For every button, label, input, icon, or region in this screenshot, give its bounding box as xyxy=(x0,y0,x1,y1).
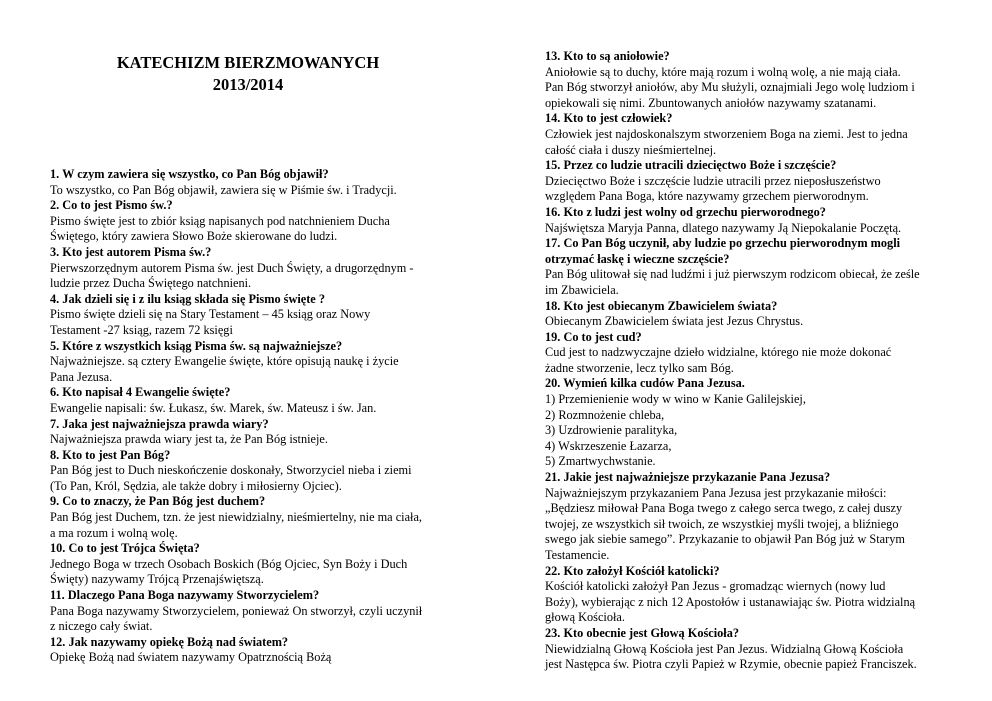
question-line: 13. Kto to są aniołowie? xyxy=(545,49,670,63)
document-title-line-2: 2013/2014 xyxy=(212,75,284,94)
answer xyxy=(50,354,450,385)
answer-line: ludzie przez Ducha Świętego natchnieni. xyxy=(50,276,252,291)
answer-line: Pana Jezusa. xyxy=(50,369,113,384)
answer-line: Cud jest to nadzwyczajne dzieło widzialne, którego nie może dokonać xyxy=(545,345,892,360)
answer-line: Jednego Boga w trzech Osobach Boskich (Bóg Ojciec, Syn Boży i Duch xyxy=(50,556,408,571)
question-line: 6. Kto napisał 4 Ewangelie święte? xyxy=(50,385,231,400)
question-line: 2. Co to jest Pismo św.? xyxy=(50,198,173,213)
catechism-item xyxy=(545,470,945,564)
answer-line: Pan Bóg jest Duchem, tzn. że jest niewidzialny, nieśmiertelny, nie ma ciała, xyxy=(50,510,422,525)
question-line: 19. Co to jest cud? xyxy=(545,329,642,344)
question xyxy=(545,49,945,65)
question-line: 1. W czym zawiera się wszystko, co Pan Bóg objawił? xyxy=(50,167,329,181)
catechism-item xyxy=(545,158,945,205)
answer xyxy=(545,314,945,330)
answer-line: 3) Uzdrowienie paralityka, xyxy=(545,423,678,438)
answer xyxy=(50,261,450,292)
question-line: 18. Kto jest obiecanym Zbawicielem świata? xyxy=(545,298,778,313)
answer-line: swego jak siebie samego”. Przykazanie to objawił Pan Bóg już w Starym xyxy=(545,532,905,547)
answer-line: Człowiek jest najdoskonalszym stworzeniem Boga na ziemi. Jest to jedna xyxy=(545,126,908,141)
question-line: 5. Które z wszystkich ksiąg Pisma św. są najważniejsze? xyxy=(50,338,343,353)
catechism-item xyxy=(545,376,945,470)
catechism-item xyxy=(50,198,450,245)
question-line: 23. Kto obecnie jest Głową Kościoła? xyxy=(545,625,739,640)
question xyxy=(545,564,945,580)
document-title-line-1: KATECHIZM BIERZMOWANYCH xyxy=(116,53,380,72)
catechism-item xyxy=(545,111,945,158)
answer-line: Testament -27 ksiąg, razem 72 księgi xyxy=(50,322,233,337)
question xyxy=(545,111,945,127)
document-title xyxy=(48,52,448,96)
question xyxy=(545,236,945,267)
question xyxy=(545,158,945,174)
answer-line: Opiekę Bożą nad światem nazywamy Opatrznością Bożą xyxy=(50,650,332,665)
answer-line: Pierwszorzędnym autorem Pisma św. jest Duch Święty, a drugorzędnym - xyxy=(50,260,414,275)
answer-line: Obiecanym Zbawicielem świata jest Jezus Chrystus. xyxy=(545,314,804,329)
answer-line: twojej, ze wszystkich sił twoich, ze wszystkiej myśli twojej, a bliźniego xyxy=(545,516,899,531)
question xyxy=(50,541,450,557)
answer xyxy=(545,579,945,626)
answer-line: a ma rozum i wolną wolę. xyxy=(50,525,178,540)
answer-line: Aniołowie są to duchy, które mają rozum i wolną wolę, a nie mają ciała. xyxy=(545,64,901,79)
question xyxy=(50,198,450,214)
catechism-item xyxy=(50,385,450,416)
question xyxy=(50,385,450,401)
answer xyxy=(545,267,945,298)
answer xyxy=(545,345,945,376)
catechism-item xyxy=(545,564,945,626)
answer xyxy=(50,214,450,245)
question xyxy=(545,299,945,315)
answer-line: względem Pana Boga, które nazywamy grzechem pierworodnym. xyxy=(545,189,869,204)
answer xyxy=(545,127,945,158)
answer-line: Święty) nazywamy Trójcą Przenajświętszą. xyxy=(50,572,264,587)
answer-line: To wszystko, co Pan Bóg objawił, zawiera się w Piśmie św. i Tradycji. xyxy=(50,182,397,197)
catechism-item xyxy=(545,299,945,330)
answer xyxy=(50,557,450,588)
answer-line: Najważniejszym przykazaniem Pana Jezusa jest przykazanie miłości: xyxy=(545,485,887,500)
question-line: 8. Kto to jest Pan Bóg? xyxy=(50,447,171,462)
answer-line: 2) Rozmnożenie chleba, xyxy=(545,407,665,422)
answer-line: Niewidzialną Głową Kościoła jest Pan Jezus. Widzialną Głową Kościoła xyxy=(545,641,904,656)
catechism-item xyxy=(50,494,450,541)
answer xyxy=(50,183,450,199)
answer-line: opiekowali się nimi. Zbuntowanych aniołów nazywamy szatanami. xyxy=(545,95,877,110)
question xyxy=(50,448,450,464)
question-line: 16. Kto z ludzi jest wolny od grzechu pierworodnego? xyxy=(545,204,826,219)
answer xyxy=(50,401,450,417)
answer-line: Świętego, który zawiera Słowo Boże skierowane do ludzi. xyxy=(50,229,338,244)
question-line: 22. Kto założył Kościół katolicki? xyxy=(545,563,720,578)
catechism-item xyxy=(545,236,945,298)
question xyxy=(50,417,450,433)
answer-line: żadne stworzenie, lecz tylko sam Bóg. xyxy=(545,360,734,375)
question xyxy=(50,167,450,183)
answer-line: jest Następca św. Piotra czyli Papież w Rzymie, obecnie papież Franciszek. xyxy=(545,657,917,672)
answer xyxy=(545,174,945,205)
answer-line: Dziecięctwo Boże i szczęście ludzie utracili przez nieposłuszeństwo xyxy=(545,173,881,188)
question-line: otrzymać łaskę i wieczne szczęście? xyxy=(545,251,730,266)
answer xyxy=(50,650,450,666)
question-line: 4. Jak dzieli się i z ilu ksiąg składa się Pismo święte ? xyxy=(50,291,325,306)
catechism-item xyxy=(50,417,450,448)
catechism-item xyxy=(50,292,450,339)
question xyxy=(545,205,945,221)
question-line: 7. Jaka jest najważniejsza prawda wiary? xyxy=(50,416,269,431)
answer-line: Kościół katolicki założył Pan Jezus - gromadząc wiernych (nowy lud xyxy=(545,579,886,594)
right-column xyxy=(545,49,945,673)
catechism-item xyxy=(50,339,450,386)
question-line: 21. Jakie jest najważniejsze przykazanie Pana Jezusa? xyxy=(545,470,831,485)
question-line: 15. Przez co ludzie utracili dziecięctwo Boże i szczęście? xyxy=(545,158,837,173)
answer-line: 1) Przemienienie wody w wino w Kanie Galilejskiej, xyxy=(545,392,806,407)
question xyxy=(50,588,450,604)
catechism-item xyxy=(50,635,450,666)
catechism-item xyxy=(50,448,450,495)
question xyxy=(545,626,945,642)
answer-line: 4) Wskrzeszenie Łazarza, xyxy=(545,438,672,453)
answer-line: „Będziesz miłował Pana Boga twego z całego serca twego, z całej duszy xyxy=(545,501,903,516)
answer xyxy=(545,221,945,237)
question-line: 11. Dlaczego Pana Boga nazywamy Stworzycielem? xyxy=(50,588,320,603)
left-column xyxy=(50,167,450,666)
answer-line: Pan Bóg jest to Duch nieskończenie doskonały, Stworzyciel nieba i ziemi xyxy=(50,463,412,478)
question xyxy=(545,376,945,392)
answer-line: Pismo święte jest to zbiór ksiąg napisanych pod natchnieniem Ducha xyxy=(50,213,390,228)
answer-line: Najświętsza Maryja Panna, dlatego nazywamy Ją Niepokalanie Poczętą. xyxy=(545,220,902,235)
question-line: 9. Co to znaczy, że Pan Bóg jest duchem? xyxy=(50,494,266,509)
catechism-item xyxy=(50,167,450,198)
answer-line: Boży), wybierając z nich 12 Apostołów i ustanawiając św. Piotra widzialną xyxy=(545,594,916,609)
answer xyxy=(545,392,945,470)
answer xyxy=(50,463,450,494)
question xyxy=(545,470,945,486)
question xyxy=(50,635,450,651)
question xyxy=(50,245,450,261)
answer-line: im Zbawiciela. xyxy=(545,282,619,297)
catechism-item xyxy=(545,330,945,377)
question-line: 14. Kto to jest człowiek? xyxy=(545,111,673,126)
answer-line: (To Pan, Król, Sędzia, ale także dobry i miłosierny Ojciec). xyxy=(50,478,342,493)
answer xyxy=(50,604,450,635)
answer-line: Najważniejsze. są cztery Ewangelie święte, które opisują naukę i życie xyxy=(50,354,399,369)
answer-line: Pana Boga nazywamy Stworzycielem, ponieważ On stworzył, czyli uczynił xyxy=(50,603,423,618)
answer-line: Pan Bóg ulitował się nad ludźmi i już pierwszym rodzicom obiecał, że ześle xyxy=(545,267,920,282)
answer xyxy=(545,642,945,673)
question xyxy=(50,339,450,355)
answer-line: Najważniejsza prawda wiary jest ta, że Pan Bóg istnieje. xyxy=(50,432,328,447)
catechism-item xyxy=(50,588,450,635)
catechism-item xyxy=(545,626,945,673)
question-line: 3. Kto jest autorem Pisma św.? xyxy=(50,244,212,259)
question-line: 12. Jak nazywamy opiekę Bożą nad światem? xyxy=(50,634,289,649)
answer-line: głową Kościoła. xyxy=(545,610,625,625)
answer-line: Testamencie. xyxy=(545,548,610,562)
catechism-item xyxy=(50,245,450,292)
catechism-item xyxy=(545,205,945,236)
answer-line: Pan Bóg stworzył aniołów, aby Mu służyli, oznajmiali Jego wolę ludziom i xyxy=(545,80,915,95)
question-line: 17. Co Pan Bóg uczynił, aby ludzie po grzechu pierworodnym mogli xyxy=(545,236,901,251)
answer-line: Pismo święte dzieli się na Stary Testament – 45 ksiąg oraz Nowy xyxy=(50,307,371,322)
answer xyxy=(50,510,450,541)
answer-line: Ewangelie napisali: św. Łukasz, św. Marek, św. Mateusz i św. Jan. xyxy=(50,400,377,415)
answer-line: całość ciała i duszy nieśmiertelnej. xyxy=(545,142,717,157)
answer xyxy=(50,432,450,448)
question-line: 10. Co to jest Trójca Święta? xyxy=(50,541,200,556)
question xyxy=(50,494,450,510)
catechism-item xyxy=(50,541,450,588)
question-line: 20. Wymień kilka cudów Pana Jezusa. xyxy=(545,376,745,391)
answer xyxy=(545,486,945,564)
catechism-item xyxy=(545,49,945,111)
answer-line: z niczego cały świat. xyxy=(50,619,153,634)
answer xyxy=(545,65,945,112)
question xyxy=(50,292,450,308)
answer xyxy=(50,307,450,338)
answer-line: 5) Zmartwychwstanie. xyxy=(545,454,656,469)
question xyxy=(545,330,945,346)
